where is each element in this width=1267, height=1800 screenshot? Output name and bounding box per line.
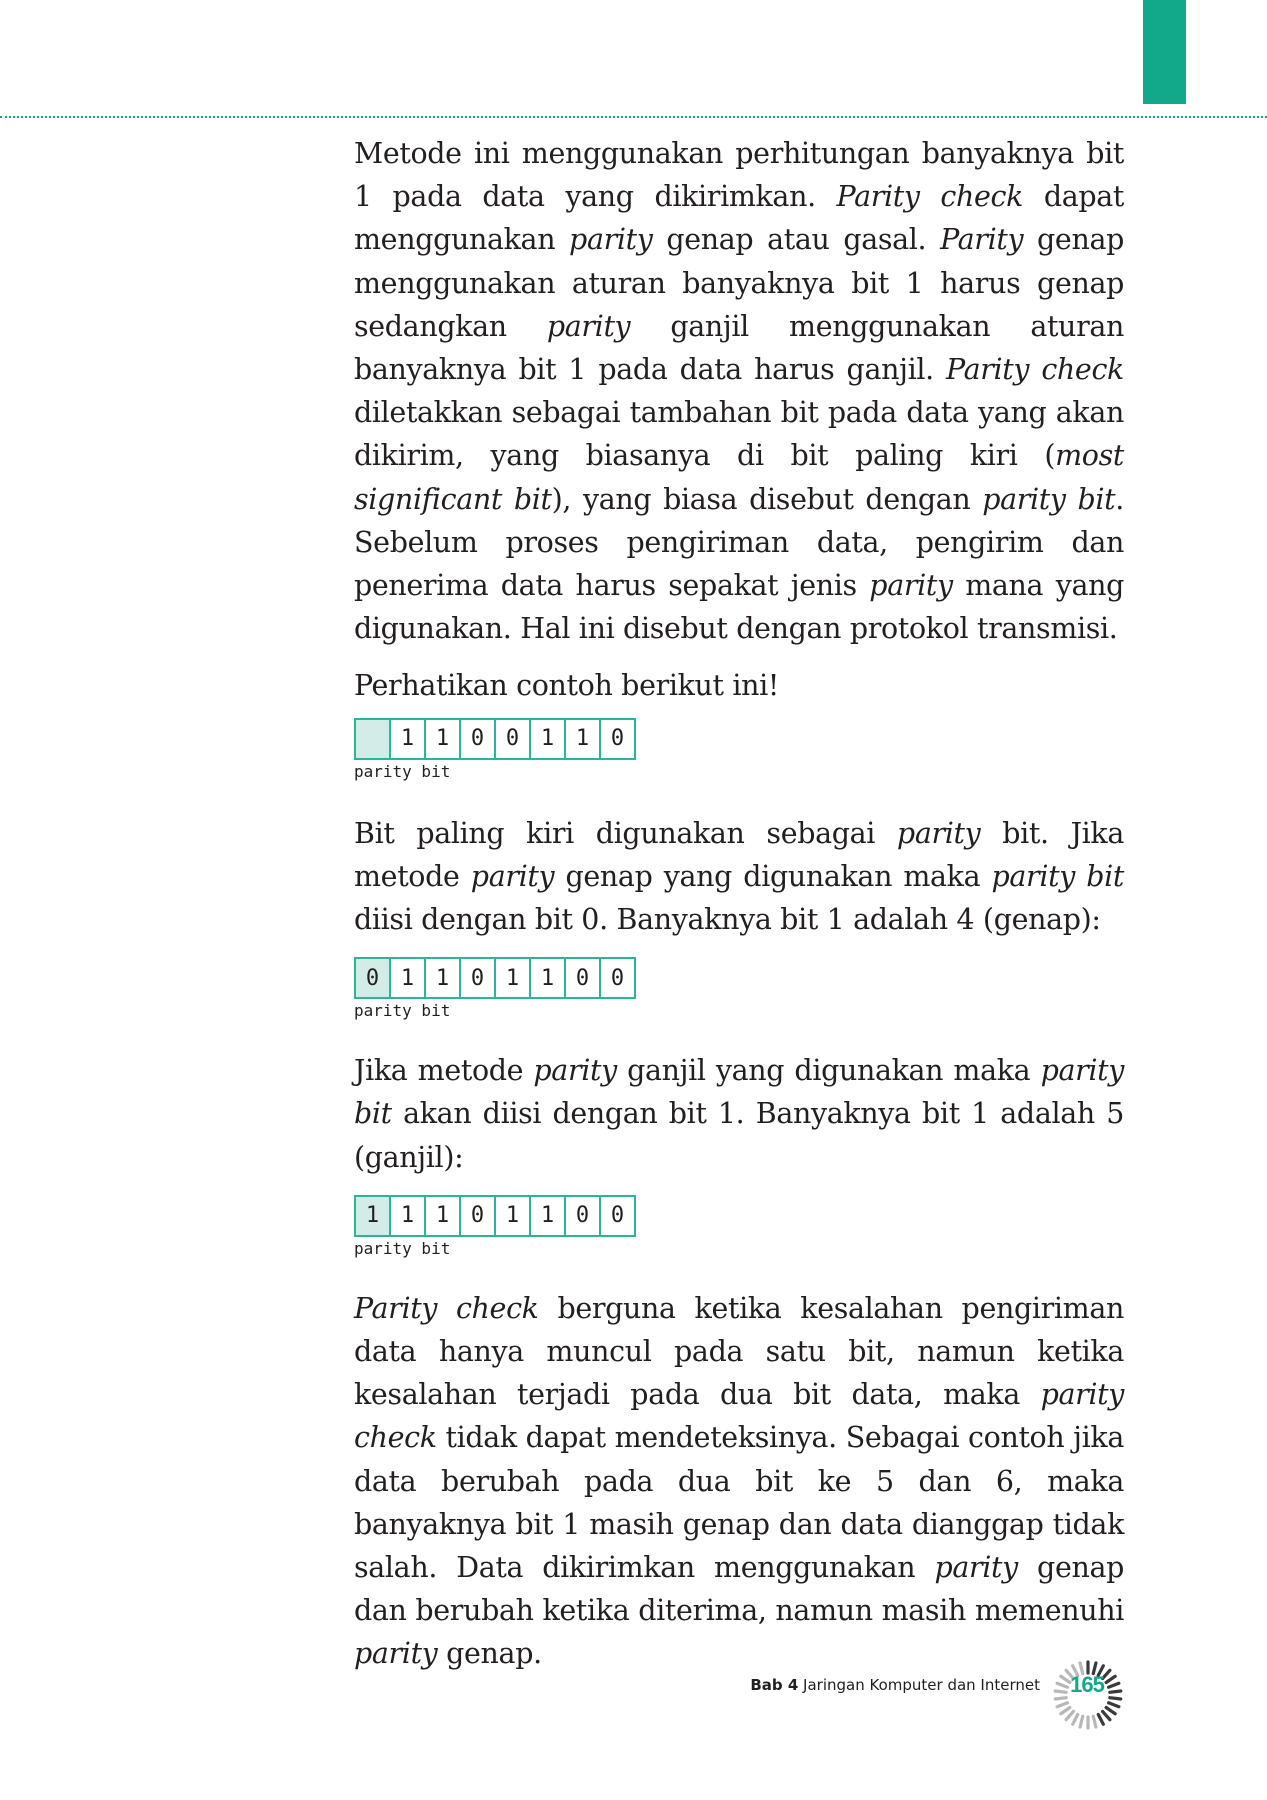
bit-cell: 0 [601,1195,636,1237]
badge-tick [1103,1711,1110,1719]
text-run: diletakkan sebagai tambahan bit pada data yang akan dikirim, yang biasanya di bit paling kiri ( [354,396,1124,473]
bit-cell: 0 [566,1195,601,1237]
badge-tick [1073,1714,1078,1724]
badge-tick [1098,1714,1103,1724]
text-run: genap dan berubah ketika diterima, namun masih memenuhi [354,1551,1124,1628]
paragraph-even-parity [354,812,1124,942]
text-run: Metode ini menggunakan perhitungan banyaknya bit 1 pada data yang dikirimkan. [354,137,1124,214]
example-intro: Perhatikan contoh berikut ini! [354,669,780,703]
italic-term: parity [896,816,981,850]
text-run: dapat menggunakan [354,180,1124,257]
chapter-tab-marker [1143,0,1186,104]
bit-cell: 1 [426,1195,461,1237]
paragraph-parity-intro [354,132,1124,650]
badge-tick [1080,1716,1083,1727]
italic-term: parity [869,569,953,603]
badge-tick [1109,1703,1119,1707]
bit-cell: 1 [566,718,601,760]
badge-tick [1106,1707,1115,1713]
parity-bit-cell: 0 [354,957,391,999]
italic-term: parity [533,1054,617,1088]
italic-term: parity bit [354,1054,1124,1131]
text-run: tidak dapat mendeteksinya. Sebagai contoh jika data berubah pada dua bit ke 5 dan 6, maka banyaknya bit 1 masih genap dan data dianggap tidak salah. Data dikirimkan menggunakan [354,1421,1124,1585]
page-content [354,132,1124,1676]
text-run: ganjil yang digunakan maka [616,1054,1041,1088]
badge-tick [1066,1711,1073,1719]
text-run: ), yang biasa disebut dengan [551,482,983,516]
italic-term: parity [470,859,555,893]
bit-cell: 0 [461,957,496,999]
text-run: mana yang digunakan. Hal ini disebut dengan protokol transmisi. [354,569,1124,646]
bit-cell: 1 [531,718,566,760]
bit-example-odd [354,1195,1124,1261]
paragraph-odd-parity [354,1049,1124,1179]
bit-cell: 1 [391,1195,426,1237]
bit-cell: 0 [461,718,496,760]
italic-term: parity bit [991,859,1124,893]
bit-cell: 1 [426,718,461,760]
bit-cell: 0 [601,957,636,999]
bit-cell: 1 [391,957,426,999]
italic-term: parity check [354,1378,1124,1455]
bit-cell: 1 [531,1195,566,1237]
italic-term: most significant bit [354,439,1124,516]
parity-bit-cell [354,718,391,760]
text-run: ganjil menggunakan aturan banyaknya bit 1 pada data harus ganjil. [354,309,1124,387]
badge-tick [1061,1707,1070,1713]
bit-row [354,957,1124,995]
paragraph-parity-limitation [354,1287,1124,1676]
text-run: bit. Jika metode [354,816,1124,893]
text-run: genap yang digunakan maka [554,859,992,893]
bit-cell: 0 [566,957,601,999]
text-run: genap. [437,1637,542,1671]
italic-term: parity [569,223,653,257]
italic-term: parity bit [982,482,1116,516]
text-run: Bit paling kiri digunakan sebagai [354,816,897,850]
bit-example-empty [354,718,1124,784]
bit-cell: 1 [531,957,566,999]
italic-term: parity [934,1551,1018,1585]
italic-term: Parity check [354,1291,539,1325]
bit-cell: 0 [601,718,636,760]
text-run: Jika metode [354,1054,534,1088]
italic-term: Parity check [836,180,1024,214]
badge-tick [1057,1703,1067,1707]
header-dotted-rule [0,116,1267,118]
bit-cell: 1 [496,1195,531,1237]
text-run: diisi dengan bit 0. Banyaknya bit 1 adalah 4 (genap): [354,903,1101,937]
text-run: genap atau gasal. [652,223,941,257]
italic-term: Parity check [946,353,1124,387]
bit-row [354,1195,1124,1233]
bit-cell: 1 [391,718,426,760]
bit-cell: 0 [496,718,531,760]
italic-term: parity [546,309,631,343]
parity-bit-caption: parity bit [354,1238,451,1258]
bit-cell: 0 [461,1195,496,1237]
text-run: . Sebelum proses pengiriman data, pengirim dan penerima data harus sepakat jenis [354,482,1124,603]
text-run: genap menggunakan aturan banyaknya bit 1 harus genap sedangkan [354,223,1124,343]
italic-term: parity [354,1637,438,1671]
footer-title: Jaringan Komputer dan Internet [803,1676,1040,1694]
text-run: akan diisi dengan bit 1. Banyaknya bit 1 adalah 5 (ganjil): [354,1097,1124,1174]
bit-example-even [354,957,1124,1023]
parity-bit-caption: parity bit [354,761,451,781]
badge-tick [1093,1716,1096,1727]
bit-cell: 1 [496,957,531,999]
page-footer [750,1676,1040,1694]
italic-term: Parity [940,223,1024,257]
parity-bit-caption: parity bit [354,1001,451,1021]
footer-chapter: Bab 4 [750,1676,799,1694]
bit-cell: 1 [426,957,461,999]
page-number: 165 [1070,1672,1104,1697]
bit-row [354,718,1124,756]
text-run: berguna ketika kesalahan pengiriman data hanya muncul pada satu bit, namun ketika kesalahan terjadi pada dua bit data, maka [354,1291,1124,1412]
parity-bit-cell: 1 [354,1195,391,1237]
